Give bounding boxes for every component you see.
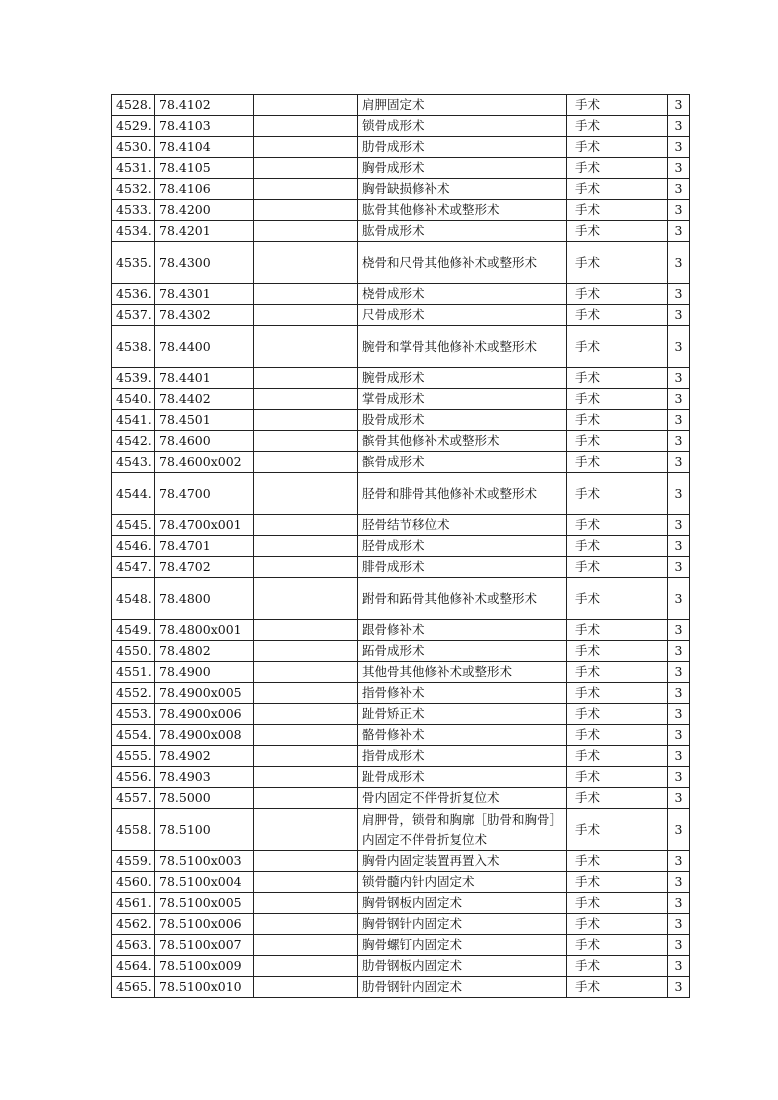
row-blank-cell — [254, 620, 358, 641]
row-procedure-type: 手术 — [567, 557, 668, 578]
row-blank-cell — [254, 767, 358, 788]
row-procedure-code: 78.4902 — [155, 746, 254, 767]
row-procedure-level: 3 — [668, 977, 690, 998]
row-seq-number: 4531. — [112, 158, 155, 179]
row-procedure-code: 78.4900x008 — [155, 725, 254, 746]
row-procedure-code: 78.4201 — [155, 221, 254, 242]
row-procedure-level: 3 — [668, 452, 690, 473]
row-procedure-level: 3 — [668, 935, 690, 956]
row-procedure-name: 跗骨和跖骨其他修补术或整形术 — [358, 578, 567, 620]
row-procedure-code: 78.4200 — [155, 200, 254, 221]
row-procedure-name: 胸骨内固定装置再置入术 — [358, 851, 567, 872]
table-row — [112, 767, 690, 788]
row-seq-number: 4542. — [112, 431, 155, 452]
row-procedure-code: 78.4105 — [155, 158, 254, 179]
row-procedure-level: 3 — [668, 305, 690, 326]
row-procedure-level: 3 — [668, 536, 690, 557]
row-procedure-level: 3 — [668, 179, 690, 200]
row-procedure-name: 髌骨其他修补术或整形术 — [358, 431, 567, 452]
row-procedure-name: 腕骨和掌骨其他修补术或整形术 — [358, 326, 567, 368]
row-blank-cell — [254, 893, 358, 914]
row-procedure-code: 78.4402 — [155, 389, 254, 410]
row-blank-cell — [254, 305, 358, 326]
row-blank-cell — [254, 914, 358, 935]
row-procedure-type: 手术 — [567, 158, 668, 179]
row-procedure-level: 3 — [668, 284, 690, 305]
row-procedure-type: 手术 — [567, 284, 668, 305]
row-procedure-type: 手术 — [567, 767, 668, 788]
row-procedure-type: 手术 — [567, 725, 668, 746]
row-procedure-name: 胸骨钢板内固定术 — [358, 893, 567, 914]
row-blank-cell — [254, 158, 358, 179]
row-procedure-code: 78.5100x009 — [155, 956, 254, 977]
table-row — [112, 431, 690, 452]
row-procedure-level: 3 — [668, 410, 690, 431]
row-seq-number: 4544. — [112, 473, 155, 515]
row-procedure-level: 3 — [668, 704, 690, 725]
row-procedure-level: 3 — [668, 683, 690, 704]
row-procedure-name: 胸骨成形术 — [358, 158, 567, 179]
row-procedure-type: 手术 — [567, 473, 668, 515]
table-row — [112, 872, 690, 893]
row-blank-cell — [254, 641, 358, 662]
row-procedure-type: 手术 — [567, 704, 668, 725]
row-procedure-code: 78.4300 — [155, 242, 254, 284]
row-blank-cell — [254, 515, 358, 536]
row-blank-cell — [254, 536, 358, 557]
table-row — [112, 221, 690, 242]
table-row — [112, 683, 690, 704]
row-seq-number: 4545. — [112, 515, 155, 536]
row-procedure-name: 腓骨成形术 — [358, 557, 567, 578]
row-procedure-level: 3 — [668, 515, 690, 536]
table-row — [112, 242, 690, 284]
row-procedure-level: 3 — [668, 641, 690, 662]
row-procedure-type: 手术 — [567, 179, 668, 200]
row-seq-number: 4560. — [112, 872, 155, 893]
row-seq-number: 4558. — [112, 809, 155, 851]
row-procedure-level: 3 — [668, 893, 690, 914]
row-blank-cell — [254, 326, 358, 368]
row-procedure-level: 3 — [668, 137, 690, 158]
row-procedure-type: 手术 — [567, 221, 668, 242]
row-seq-number: 4528. — [112, 95, 155, 116]
row-procedure-name: 胫骨和腓骨其他修补术或整形术 — [358, 473, 567, 515]
row-procedure-name: 胸骨缺损修补术 — [358, 179, 567, 200]
row-seq-number: 4565. — [112, 977, 155, 998]
table-row — [112, 389, 690, 410]
row-procedure-name: 肱骨成形术 — [358, 221, 567, 242]
procedure-table-body — [112, 95, 690, 998]
row-procedure-level: 3 — [668, 578, 690, 620]
row-seq-number: 4556. — [112, 767, 155, 788]
row-procedure-type: 手术 — [567, 242, 668, 284]
row-procedure-name: 肩胛固定术 — [358, 95, 567, 116]
row-procedure-name: 锁骨成形术 — [358, 116, 567, 137]
row-procedure-code: 78.4106 — [155, 179, 254, 200]
row-procedure-type: 手术 — [567, 137, 668, 158]
row-procedure-level: 3 — [668, 956, 690, 977]
row-procedure-code: 78.4600x002 — [155, 452, 254, 473]
table-row — [112, 284, 690, 305]
table-row — [112, 641, 690, 662]
row-blank-cell — [254, 368, 358, 389]
row-seq-number: 4547. — [112, 557, 155, 578]
row-procedure-type: 手术 — [567, 977, 668, 998]
row-procedure-level: 3 — [668, 200, 690, 221]
row-procedure-type: 手术 — [567, 809, 668, 851]
row-procedure-level: 3 — [668, 662, 690, 683]
row-procedure-level: 3 — [668, 767, 690, 788]
row-blank-cell — [254, 872, 358, 893]
row-procedure-code: 78.4104 — [155, 137, 254, 158]
row-procedure-type: 手术 — [567, 452, 668, 473]
row-procedure-code: 78.4700 — [155, 473, 254, 515]
row-seq-number: 4532. — [112, 179, 155, 200]
table-row — [112, 746, 690, 767]
row-seq-number: 4552. — [112, 683, 155, 704]
row-blank-cell — [254, 788, 358, 809]
row-procedure-code: 78.5100x007 — [155, 935, 254, 956]
row-procedure-level: 3 — [668, 95, 690, 116]
row-procedure-code: 78.5000 — [155, 788, 254, 809]
row-blank-cell — [254, 725, 358, 746]
table-row — [112, 935, 690, 956]
row-seq-number: 4543. — [112, 452, 155, 473]
table-row — [112, 977, 690, 998]
row-procedure-code: 78.4301 — [155, 284, 254, 305]
row-procedure-code: 78.4501 — [155, 410, 254, 431]
row-procedure-type: 手术 — [567, 305, 668, 326]
row-procedure-name: 尺骨成形术 — [358, 305, 567, 326]
row-procedure-name: 桡骨和尺骨其他修补术或整形术 — [358, 242, 567, 284]
row-procedure-type: 手术 — [567, 431, 668, 452]
row-blank-cell — [254, 410, 358, 431]
row-seq-number: 4541. — [112, 410, 155, 431]
row-procedure-type: 手术 — [567, 515, 668, 536]
table-row — [112, 116, 690, 137]
row-blank-cell — [254, 809, 358, 851]
row-procedure-level: 3 — [668, 725, 690, 746]
row-procedure-type: 手术 — [567, 662, 668, 683]
row-procedure-code: 78.5100x004 — [155, 872, 254, 893]
row-procedure-type: 手术 — [567, 935, 668, 956]
row-procedure-code: 78.5100x005 — [155, 893, 254, 914]
row-procedure-name: 指骨成形术 — [358, 746, 567, 767]
table-row — [112, 368, 690, 389]
row-procedure-type: 手术 — [567, 410, 668, 431]
table-row — [112, 95, 690, 116]
row-blank-cell — [254, 242, 358, 284]
row-procedure-level: 3 — [668, 851, 690, 872]
row-procedure-name: 锁骨髓内针内固定术 — [358, 872, 567, 893]
row-blank-cell — [254, 431, 358, 452]
row-procedure-name: 肋骨钢针内固定术 — [358, 977, 567, 998]
row-procedure-level: 3 — [668, 620, 690, 641]
row-blank-cell — [254, 851, 358, 872]
row-blank-cell — [254, 704, 358, 725]
row-seq-number: 4534. — [112, 221, 155, 242]
row-blank-cell — [254, 284, 358, 305]
row-procedure-code: 78.4900x006 — [155, 704, 254, 725]
row-procedure-level: 3 — [668, 809, 690, 851]
row-blank-cell — [254, 452, 358, 473]
row-blank-cell — [254, 578, 358, 620]
row-procedure-level: 3 — [668, 326, 690, 368]
row-blank-cell — [254, 977, 358, 998]
row-seq-number: 4549. — [112, 620, 155, 641]
row-procedure-code: 78.4702 — [155, 557, 254, 578]
row-seq-number: 4536. — [112, 284, 155, 305]
row-procedure-type: 手术 — [567, 326, 668, 368]
table-row — [112, 809, 690, 851]
row-procedure-level: 3 — [668, 746, 690, 767]
row-procedure-code: 78.4800 — [155, 578, 254, 620]
row-procedure-name: 髌骨成形术 — [358, 452, 567, 473]
table-row — [112, 704, 690, 725]
row-procedure-type: 手术 — [567, 872, 668, 893]
row-procedure-code: 78.4700x001 — [155, 515, 254, 536]
row-blank-cell — [254, 956, 358, 977]
table-row — [112, 725, 690, 746]
row-procedure-name: 骼骨修补术 — [358, 725, 567, 746]
table-row — [112, 620, 690, 641]
row-blank-cell — [254, 557, 358, 578]
row-procedure-type: 手术 — [567, 620, 668, 641]
table-row — [112, 557, 690, 578]
row-blank-cell — [254, 95, 358, 116]
row-blank-cell — [254, 473, 358, 515]
table-row — [112, 326, 690, 368]
row-seq-number: 4559. — [112, 851, 155, 872]
row-procedure-code: 78.4903 — [155, 767, 254, 788]
row-procedure-code: 78.4800x001 — [155, 620, 254, 641]
row-procedure-level: 3 — [668, 116, 690, 137]
row-seq-number: 4533. — [112, 200, 155, 221]
row-blank-cell — [254, 137, 358, 158]
row-procedure-level: 3 — [668, 431, 690, 452]
row-procedure-name: 肋骨钢板内固定术 — [358, 956, 567, 977]
table-row — [112, 179, 690, 200]
table-row — [112, 914, 690, 935]
row-procedure-code: 78.5100x006 — [155, 914, 254, 935]
row-blank-cell — [254, 389, 358, 410]
table-row — [112, 788, 690, 809]
row-procedure-name: 趾骨矫正术 — [358, 704, 567, 725]
row-procedure-type: 手术 — [567, 956, 668, 977]
row-procedure-type: 手术 — [567, 683, 668, 704]
row-procedure-name: 掌骨成形术 — [358, 389, 567, 410]
row-procedure-code: 78.4103 — [155, 116, 254, 137]
table-row — [112, 410, 690, 431]
row-seq-number: 4561. — [112, 893, 155, 914]
row-procedure-level: 3 — [668, 788, 690, 809]
table-row — [112, 305, 690, 326]
row-procedure-name: 趾骨成形术 — [358, 767, 567, 788]
row-procedure-level: 3 — [668, 221, 690, 242]
row-procedure-code: 78.4900 — [155, 662, 254, 683]
table-row — [112, 515, 690, 536]
row-procedure-type: 手术 — [567, 116, 668, 137]
row-procedure-type: 手术 — [567, 578, 668, 620]
row-seq-number: 4538. — [112, 326, 155, 368]
row-procedure-name: 胸骨螺钉内固定术 — [358, 935, 567, 956]
table-row — [112, 473, 690, 515]
row-procedure-code: 78.4102 — [155, 95, 254, 116]
row-procedure-code: 78.5100 — [155, 809, 254, 851]
row-procedure-name: 股骨成形术 — [358, 410, 567, 431]
row-seq-number: 4553. — [112, 704, 155, 725]
row-seq-number: 4557. — [112, 788, 155, 809]
row-procedure-type: 手术 — [567, 95, 668, 116]
row-procedure-level: 3 — [668, 473, 690, 515]
row-seq-number: 4548. — [112, 578, 155, 620]
table-row — [112, 158, 690, 179]
row-procedure-type: 手术 — [567, 368, 668, 389]
row-procedure-type: 手术 — [567, 200, 668, 221]
row-procedure-code: 78.4600 — [155, 431, 254, 452]
row-procedure-type: 手术 — [567, 641, 668, 662]
row-procedure-name: 骨内固定不伴骨折复位术 — [358, 788, 567, 809]
row-procedure-level: 3 — [668, 242, 690, 284]
row-seq-number: 4539. — [112, 368, 155, 389]
row-procedure-code: 78.4701 — [155, 536, 254, 557]
row-procedure-level: 3 — [668, 368, 690, 389]
row-blank-cell — [254, 221, 358, 242]
row-blank-cell — [254, 746, 358, 767]
row-seq-number: 4535. — [112, 242, 155, 284]
row-procedure-type: 手术 — [567, 893, 668, 914]
row-procedure-code: 78.5100x003 — [155, 851, 254, 872]
row-procedure-name: 指骨修补术 — [358, 683, 567, 704]
procedure-table — [111, 94, 690, 998]
row-seq-number: 4551. — [112, 662, 155, 683]
row-procedure-type: 手术 — [567, 914, 668, 935]
row-blank-cell — [254, 935, 358, 956]
row-seq-number: 4562. — [112, 914, 155, 935]
row-procedure-level: 3 — [668, 389, 690, 410]
row-procedure-level: 3 — [668, 158, 690, 179]
row-procedure-code: 78.5100x010 — [155, 977, 254, 998]
row-procedure-level: 3 — [668, 557, 690, 578]
row-seq-number: 4564. — [112, 956, 155, 977]
row-seq-number: 4529. — [112, 116, 155, 137]
table-row — [112, 137, 690, 158]
row-blank-cell — [254, 179, 358, 200]
row-seq-number: 4550. — [112, 641, 155, 662]
row-procedure-name: 其他骨其他修补术或整形术 — [358, 662, 567, 683]
row-procedure-level: 3 — [668, 914, 690, 935]
table-row — [112, 200, 690, 221]
row-procedure-name: 跖骨成形术 — [358, 641, 567, 662]
table-row — [112, 851, 690, 872]
row-procedure-type: 手术 — [567, 788, 668, 809]
row-procedure-type: 手术 — [567, 746, 668, 767]
table-row — [112, 536, 690, 557]
row-procedure-code: 78.4802 — [155, 641, 254, 662]
row-procedure-name: 腕骨成形术 — [358, 368, 567, 389]
row-seq-number: 4540. — [112, 389, 155, 410]
row-seq-number: 4537. — [112, 305, 155, 326]
table-row — [112, 893, 690, 914]
row-procedure-code: 78.4401 — [155, 368, 254, 389]
row-procedure-type: 手术 — [567, 389, 668, 410]
table-row — [112, 956, 690, 977]
row-blank-cell — [254, 683, 358, 704]
row-blank-cell — [254, 116, 358, 137]
row-seq-number: 4546. — [112, 536, 155, 557]
row-procedure-type: 手术 — [567, 536, 668, 557]
row-procedure-name: 跟骨修补术 — [358, 620, 567, 641]
row-procedure-code: 78.4302 — [155, 305, 254, 326]
row-procedure-type: 手术 — [567, 851, 668, 872]
row-seq-number: 4554. — [112, 725, 155, 746]
row-seq-number: 4530. — [112, 137, 155, 158]
table-row — [112, 662, 690, 683]
row-procedure-code: 78.4400 — [155, 326, 254, 368]
row-procedure-name: 肩胛骨，锁骨和胸廓［肋骨和胸骨］内固定不伴骨折复位术 — [358, 809, 567, 851]
row-procedure-name: 桡骨成形术 — [358, 284, 567, 305]
row-procedure-name: 肋骨成形术 — [358, 137, 567, 158]
row-procedure-name: 肱骨其他修补术或整形术 — [358, 200, 567, 221]
row-procedure-name: 胫骨成形术 — [358, 536, 567, 557]
row-blank-cell — [254, 200, 358, 221]
row-procedure-code: 78.4900x005 — [155, 683, 254, 704]
table-row — [112, 578, 690, 620]
row-seq-number: 4555. — [112, 746, 155, 767]
table-row — [112, 452, 690, 473]
row-blank-cell — [254, 662, 358, 683]
row-procedure-name: 胫骨结节移位术 — [358, 515, 567, 536]
row-procedure-name: 胸骨钢针内固定术 — [358, 914, 567, 935]
row-procedure-level: 3 — [668, 872, 690, 893]
row-seq-number: 4563. — [112, 935, 155, 956]
